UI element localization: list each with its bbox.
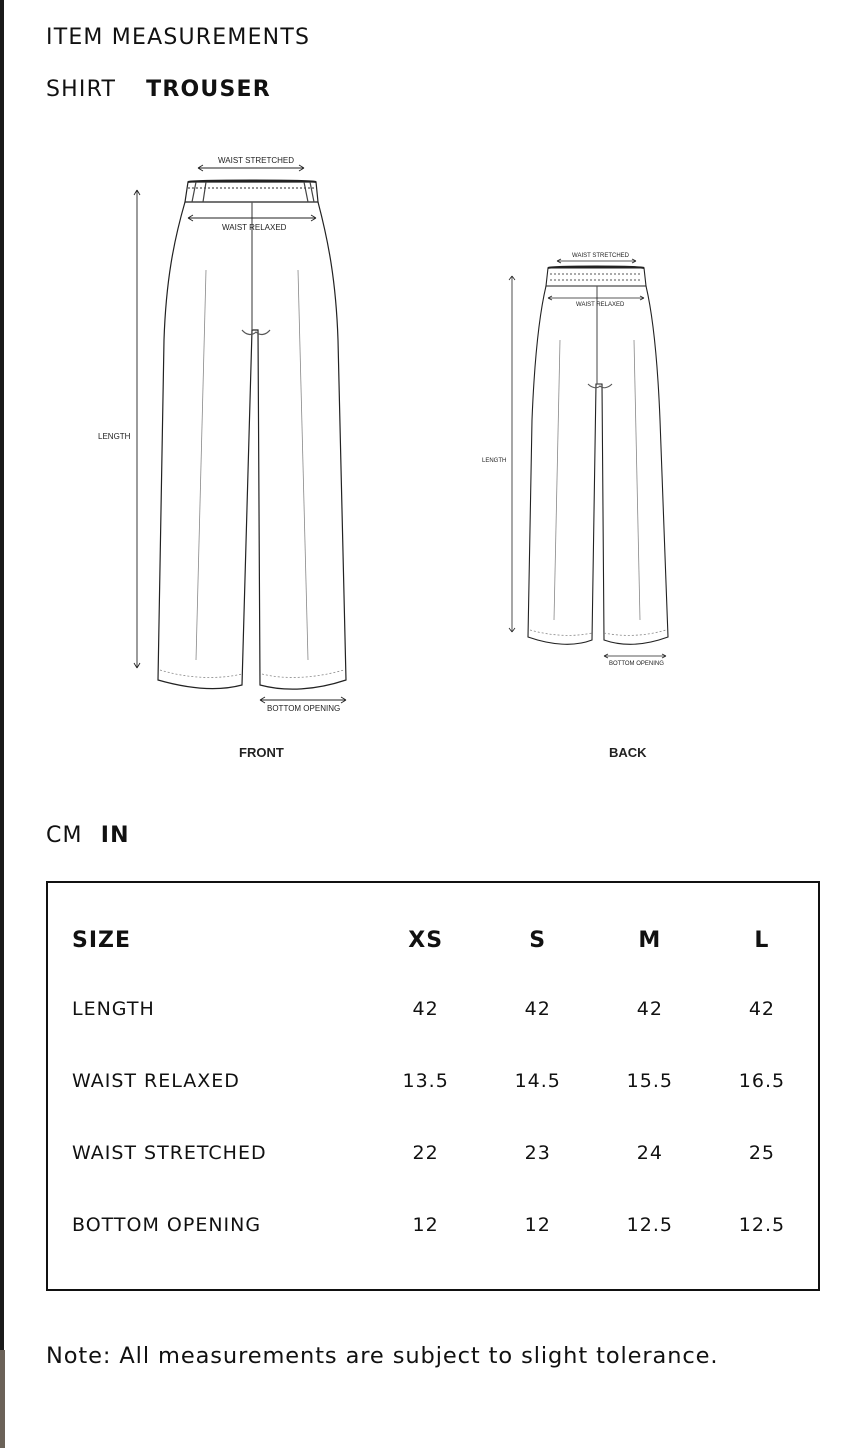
table-cell: 42: [748, 998, 776, 1020]
tab-shirt[interactable]: SHIRT: [46, 77, 117, 102]
table-cell: 22: [412, 1142, 439, 1164]
front-measure-arrows: [134, 165, 346, 703]
garment-tabs: [46, 76, 271, 104]
header-m: M: [638, 927, 662, 953]
tab-unit-in[interactable]: IN: [100, 823, 130, 848]
table-cell: 23: [524, 1142, 551, 1164]
size-chart-table: [46, 881, 820, 1291]
row-label: WAIST STRETCHED: [72, 1142, 267, 1164]
header-s: S: [529, 927, 547, 953]
left-edge: [0, 0, 4, 1448]
back-caption: BACK: [609, 745, 647, 760]
table-cell: 12.5: [626, 1214, 673, 1236]
back-length-label: LENGTH: [482, 458, 507, 464]
tolerance-note: Note: All measurements are subject to slight tolerance.: [46, 1343, 719, 1369]
front-caption: FRONT: [239, 745, 284, 760]
header-xs: XS: [408, 927, 444, 953]
table-cell: 15.5: [626, 1070, 673, 1092]
row-label: LENGTH: [72, 998, 155, 1020]
diagram-canvas: [46, 140, 776, 800]
front-waist-relaxed-label: WAIST RELAXED: [222, 223, 287, 232]
back-waist-stretched-label: WAIST STRETCHED: [572, 253, 630, 259]
header-l: L: [754, 927, 770, 953]
table-row: [72, 1117, 818, 1189]
table-cell: 12.5: [738, 1214, 786, 1236]
front-length-label: LENGTH: [98, 432, 131, 441]
table-cell: 24: [636, 1142, 663, 1164]
size-table: [72, 907, 818, 1261]
table-row: [72, 973, 818, 1045]
header-size: SIZE: [72, 927, 132, 953]
table-row: [72, 1045, 818, 1117]
left-edge-shadow: [0, 1350, 5, 1448]
table-cell: 42: [636, 998, 663, 1020]
back-waist-relaxed-label: WAIST RELAXED: [576, 302, 625, 308]
table-row: [72, 1189, 818, 1261]
table-cell: 13.5: [402, 1070, 449, 1092]
tab-trouser[interactable]: TROUSER: [146, 77, 271, 102]
page-title: ITEM MEASUREMENTS: [46, 25, 311, 50]
row-label: WAIST RELAXED: [72, 1070, 240, 1092]
table-cell: 14.5: [514, 1070, 561, 1092]
unit-tabs: [46, 822, 130, 850]
front-trouser-illustration: [158, 181, 346, 690]
table-header-row: [72, 907, 818, 973]
table-cell: 12: [524, 1214, 551, 1236]
table-cell: 16.5: [738, 1070, 786, 1092]
trouser-measurement-diagram: [46, 140, 776, 800]
back-bottom-opening-label: BOTTOM OPENING: [609, 661, 664, 667]
table-cell: 42: [412, 998, 439, 1020]
front-bottom-opening-label: BOTTOM OPENING: [267, 704, 341, 713]
tab-unit-cm[interactable]: CM: [46, 823, 83, 848]
back-measure-arrows: [509, 259, 666, 658]
table-cell: 42: [524, 998, 551, 1020]
back-trouser-illustration: [528, 267, 668, 645]
row-label: BOTTOM OPENING: [72, 1214, 262, 1236]
front-waist-stretched-label: WAIST STRETCHED: [218, 156, 295, 165]
table-cell: 25: [748, 1142, 776, 1164]
table-cell: 12: [412, 1214, 439, 1236]
